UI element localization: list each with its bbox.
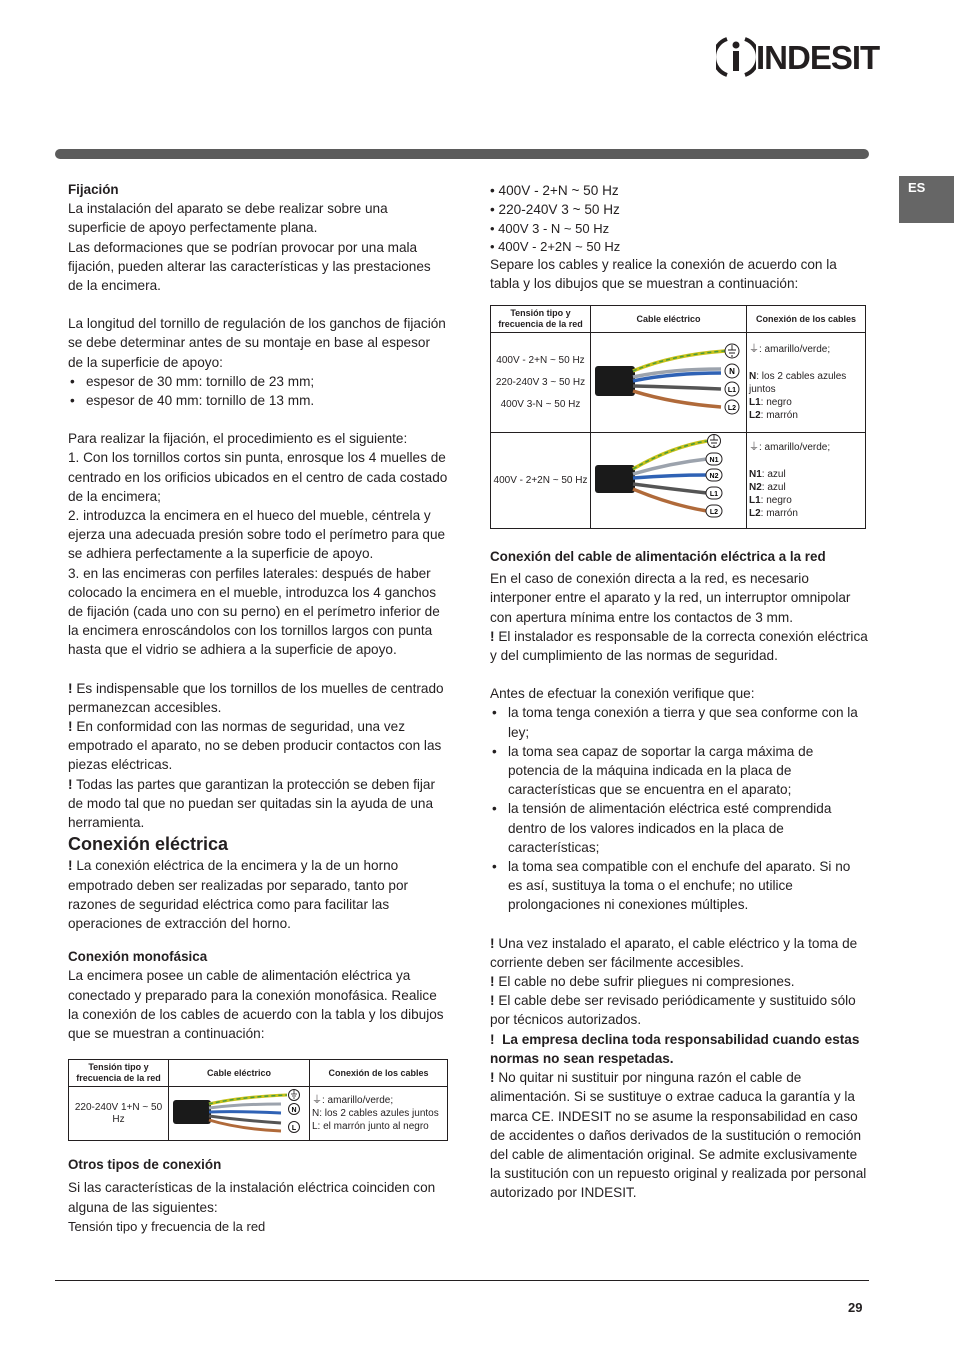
warning-mark: ! — [490, 1031, 495, 1047]
warning-text: El cable debe ser revisado periódicamente y sustituido sólo por técnicos autorizados. — [490, 993, 856, 1028]
table-header: Conexión de los cables — [310, 1060, 448, 1087]
warning-mark: ! — [490, 974, 495, 990]
terminal-label: L2 — [727, 405, 737, 413]
voltage-text: 220-240V 3 ~ 50 Hz — [495, 376, 586, 388]
procedure-intro: Para realizar la fijación, el procedimiento es el siguiente: — [68, 431, 408, 447]
footer-rule — [55, 1280, 869, 1281]
trifasica-table — [490, 305, 866, 529]
warning-responsabilidad — [490, 1030, 868, 1068]
connection-text: : azul — [761, 482, 786, 494]
terminal-label: N2 — [709, 473, 719, 481]
left-column — [68, 180, 448, 1236]
warning-text: La conexión eléctrica de la encimera y la de un horno empotrado deben ser realizadas por separado, tanto por razones de seguridad eléctrica como para facilitar las operaciones de extracción del horno. — [68, 858, 409, 931]
conexion-warning — [68, 856, 448, 933]
connection-key: L1 — [749, 397, 761, 409]
voltage-text: 400V - 2+N ~ 50 Hz — [496, 354, 585, 366]
red-paragraph: En el caso de conexión directa a la red, es necesario interponer entre el aparato y la red, un interruptor omnipolar con apertura mínima entre los contactos de 3 mm. — [490, 571, 851, 625]
red-warning — [490, 627, 868, 665]
warning-text: El instalador es responsable de la correcta conexión eléctrica y del cumplimiento de las normas de seguridad. — [490, 628, 868, 664]
connection-key: L1 — [749, 495, 761, 507]
connection-text: : amarillo/verde; — [322, 1095, 394, 1107]
procedure-step-3: 3. en las encimeras con perfiles laterales: después de haber colocado la encimera en el mueble, introduzca los 4 ganchos de fijación (cada uno con su perno) en el perímetro inferior de la encimera enroscándolos con los tornillos largos con punta hasta que el vidrio se adhiera a la superficie de apoyo. — [68, 565, 440, 658]
cable-diagram — [169, 1087, 309, 1137]
voltage-item — [490, 200, 868, 219]
red-heading: Conexión del cable de alimentación eléctrica a la red — [490, 549, 826, 565]
warning-mark: ! — [68, 680, 73, 696]
connection-text: : amarillo/verde; — [759, 442, 831, 454]
separe-paragraph: Separe los cables y realice la conexión de acuerdo con la tabla y los dibujos que se muestran a continuación: — [490, 256, 837, 291]
voltage-item-text: 400V - 2+2N ~ 50 Hz — [498, 238, 621, 254]
warning-mark: ! — [68, 776, 73, 792]
otros-paragraph: Si las características de la instalación eléctrica coinciden con alguna de las siguientes: — [68, 1180, 436, 1215]
voltage-cell — [491, 333, 591, 433]
connection-key: N2 — [749, 482, 762, 494]
indesit-logo — [716, 34, 880, 82]
warning-3 — [68, 775, 448, 833]
tornillo-item: • espesor de 30 mm: tornillo de 23 mm; — [68, 372, 448, 391]
connection-text: N: los 2 cables azules juntos — [312, 1108, 439, 1120]
connection-text: : marrón — [760, 410, 798, 422]
antes-item: • la toma tenga conexión a tierra y que sea conforme con la ley; — [490, 703, 868, 741]
table-header: Tensión tipo y frecuencia de la red — [69, 1060, 169, 1087]
connection-text: : negro — [760, 397, 792, 409]
cable-diagram — [591, 433, 746, 525]
warning-cable — [490, 1068, 868, 1202]
warning-revisado — [490, 991, 868, 1029]
antes-paragraph: Antes de efectuar la conexión verifique que: — [490, 686, 755, 702]
terminal-label: L1 — [727, 387, 737, 395]
connection-text: : azul — [761, 469, 786, 481]
warning-text: La empresa declina toda responsabilidad cuando estas normas no sean respetadas. — [490, 1031, 860, 1066]
terminal-label: N — [729, 367, 735, 377]
voltage-item — [490, 219, 868, 238]
table-header: Tensión tipo y frecuencia de la red — [491, 306, 591, 333]
connection-text: : negro — [760, 495, 792, 507]
fijacion-paragraph-1: La instalación del aparato se debe realizar sobre una superficie de apoyo perfectamente plana. — [68, 201, 388, 236]
terminal-label: N1 — [709, 457, 719, 465]
otros-subtitle: Tensión tipo y frecuencia de la red — [68, 1218, 266, 1234]
earth-icon: ⏚ — [749, 442, 759, 454]
tornillo-paragraph: La longitud del tornillo de regulación de los ganchos de fijación se debe determinar antes de su montaje en base al espesor de la superficie de apoyo: — [68, 316, 446, 370]
bullet: • — [490, 221, 499, 237]
earth-icon: ⏚ — [312, 1095, 322, 1107]
warning-mark: ! — [490, 935, 495, 951]
voltage-item-text: 400V 3 - N ~ 50 Hz — [498, 221, 610, 237]
monofasica-heading: Conexión monofásica — [68, 949, 208, 965]
connection-key: L2 — [749, 508, 761, 520]
voltage-item — [490, 239, 868, 255]
antes-item: • la toma sea compatible con el enchufe del aparato. Si no es así, sustituya la toma o el enchufe; no utilice prolongaciones ni conexiones múltiples. — [490, 857, 868, 915]
logo-wordmark: INDESIT — [756, 39, 880, 76]
page-number: 29 — [848, 1300, 863, 1315]
connection-text: L: el marrón junto al negro — [312, 1121, 429, 1133]
monofasica-table — [68, 1059, 448, 1141]
otros-heading: Otros tipos de conexión — [68, 1157, 222, 1173]
warning-mark: ! — [490, 1070, 495, 1086]
warning-pliegues — [490, 972, 868, 991]
connection-key: N — [749, 371, 757, 383]
voltage-item-text: 400V - 2+N ~ 50 Hz — [498, 183, 619, 198]
antes-item: • la toma sea capaz de soportar la carga máxima de potencia de la máquina indicada en la placa de características que se encuentra en el aparato; — [490, 742, 868, 800]
warning-mark: ! — [490, 628, 495, 644]
cable-diagram-cell — [169, 1087, 310, 1141]
voltage-item-text: 220-240V 3 ~ 50 Hz — [498, 202, 620, 218]
connection-cell — [310, 1087, 448, 1141]
connection-text: : marrón — [760, 508, 798, 520]
connection-cell — [747, 433, 866, 529]
tornillo-item: • espesor de 40 mm: tornillo de 13 mm. — [68, 391, 448, 410]
bullet: • — [490, 238, 499, 254]
terminal-label: L1 — [709, 491, 719, 499]
fijacion-paragraph-2: Las deformaciones que se podrían provocar por una mala fijación, pueden alterar las características y las prestaciones de la encimera. — [68, 239, 431, 294]
terminal-label: L2 — [709, 509, 719, 517]
connection-key: N1 — [749, 469, 762, 481]
table-header: Cable eléctrico — [169, 1060, 310, 1087]
warning-text: No quitar ni sustituir por ninguna razón el cable de alimentación. Si se sustituye o extrae caduca la garantía y la marca CE. INDESIT no se asume la responsabilidad en caso de accidentes o daños derivados de la sustitución o remoción del cable de alimentación original. Se admite exclusivamente la sustitución con un repuesto original y realizada por personal autorizado por INDESIT. — [490, 1070, 867, 1201]
voltage-text: 400V 3-N ~ 50 Hz — [500, 398, 581, 410]
bullet: • — [490, 202, 499, 218]
terminal-label: N — [291, 1107, 297, 1115]
procedure-step-2: 2. introduzca la encimera en el hueco del mueble, céntrela y ejerza una adecuada presión sobre todo el perímetro para que se adhiera perfectamente a la superficie de apoyo. — [68, 508, 446, 562]
terminal-label: L — [291, 1125, 297, 1133]
warning-mark: ! — [68, 719, 73, 735]
right-column — [490, 181, 868, 1203]
fijacion-heading: Fijación — [68, 182, 119, 197]
table-header: Conexión de los cables — [747, 306, 866, 333]
warning-text: Una vez instalado el aparato, el cable eléctrico y la toma de corriente deben ser fácilmente accesibles. — [490, 935, 858, 970]
cable-diagram-cell — [591, 333, 747, 433]
warning-1 — [68, 679, 448, 717]
warning-text: Todas las partes que garantizan la protección se deben fijar de modo tal que no puedan ser quitadas sin la ayuda de una herramienta. — [68, 776, 436, 831]
warning-text: Es indispensable que los tornillos de los muelles de centrado permanezcan accesibles. — [68, 680, 444, 715]
header-bar — [55, 149, 869, 159]
table-header: Cable eléctrico — [591, 306, 747, 333]
cable-diagram-cell — [591, 433, 747, 529]
warning-2 — [68, 717, 448, 775]
monofasica-paragraph: La encimera posee un cable de alimentación eléctrica ya conectado y preparado para la conexión monofásica. Realice la conexión de los cables de acuerdo con la tabla y los dibujos que se muestran a continuación: — [68, 968, 444, 1041]
connection-text: : los 2 cables azules juntos — [749, 371, 847, 396]
voltage-cell: 400V - 2+2N ~ 50 Hz — [491, 433, 591, 529]
cable-diagram — [591, 333, 746, 429]
warning-mark: ! — [68, 858, 73, 874]
connection-text: : amarillo/verde; — [759, 344, 831, 356]
warning-text: El cable no debe sufrir pliegues ni compresiones. — [498, 974, 795, 990]
procedure-step-1: 1. Con los tornillos cortos sin punta, enrosque los 4 muelles de centrado en los orificios ubicados en el centro de cada costado de la encimera; — [68, 450, 448, 504]
antes-item: • la tensión de alimentación eléctrica esté comprendida dentro de los valores indicados en la placa de características; — [490, 799, 868, 857]
conexion-electrica-heading: Conexión eléctrica — [68, 834, 229, 855]
warning-text: En conformidad con las normas de seguridad, una vez empotrado el aparato, no se deben producir contactos con las piezas eléctricas. — [68, 719, 442, 773]
earth-icon: ⏚ — [749, 344, 759, 356]
voltage-item — [490, 181, 868, 200]
bullet: • — [490, 183, 499, 198]
warning-accessible — [490, 934, 868, 972]
indesit-logo-icon — [716, 34, 756, 80]
warning-mark: ! — [490, 993, 495, 1009]
connection-key: L2 — [749, 410, 761, 422]
language-tab[interactable]: ES — [899, 176, 954, 223]
connection-cell — [747, 333, 866, 433]
voltage-cell: 220-240V 1+N ~ 50 Hz — [69, 1087, 169, 1141]
